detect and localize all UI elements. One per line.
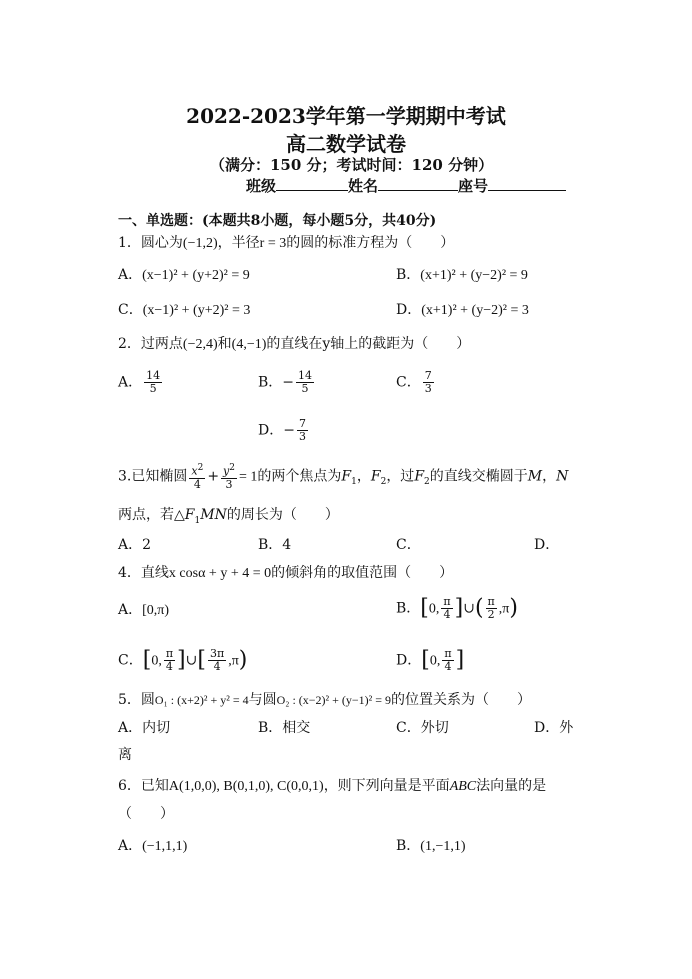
q5-option-b[interactable]: B．相交 [258, 720, 311, 736]
name-label: 姓名 [348, 177, 379, 195]
question-6: 6．已知A(1,0,0), B(0,1,0), C(0,0,1)，则下列向量是平面ABC法向量的是 [118, 778, 547, 794]
section-heading: 一、单选题：(本题共8小题，每小题5分，共40分) [118, 213, 437, 229]
exam-meta: （满分：150 分；考试时间：120 分钟） [210, 156, 494, 174]
exam-title: 2022-2023学年第一学期期中考试 [186, 104, 506, 128]
q3-option-c[interactable]: C． [396, 537, 421, 553]
question-3-line2: 两点，若$\triangle F_1MN$的周长为（ ） [118, 507, 339, 526]
q1-option-d[interactable]: D．(x+1)² + (y−2)² = 3 [396, 302, 529, 318]
student-info-line [246, 175, 566, 196]
question-6-paren: （ ） [118, 806, 174, 822]
q1-option-c[interactable]: C．(x−1)² + (y+2)² = 3 [118, 302, 251, 318]
q2-option-c[interactable]: C． $\frac{7}{3}$ [396, 369, 432, 395]
q3-option-d[interactable]: D． [534, 537, 560, 553]
q2-option-b[interactable]: B．− $\frac{14}{5}$ [258, 369, 313, 395]
class-label: 班级 [246, 177, 277, 195]
q3-option-a[interactable]: A．2 [118, 537, 152, 553]
question-4: 4．直线x cosα + y + 4 = 0的倾斜角的取值范围（ ） [118, 565, 454, 581]
q6-option-b[interactable]: B．(1,−1,1) [396, 838, 466, 854]
q5-option-a[interactable]: A．内切 [118, 720, 171, 736]
q4-option-d[interactable]: D．[0, $\frac{\pi}{4}$ ] [396, 647, 465, 673]
q4-option-a[interactable]: A．[0,π) [118, 602, 170, 618]
seat-blank[interactable] [488, 176, 566, 191]
q6-option-a[interactable]: A．(−1,1,1) [118, 838, 188, 854]
question-5: 5．圆O₁ : (x+2)² + y² = 4与圆O₂ : (x−2)² + (y−1)² = 9的位置关系为（ ） [118, 692, 532, 708]
q1-option-a[interactable]: A．(x−1)² + (y+2)² = 9 [118, 267, 250, 283]
name-blank[interactable] [378, 176, 458, 191]
question-2: 2．过两点(−2,4)和(4,−1)的直线在y轴上的截距为（ ） [118, 336, 471, 352]
q1-option-b[interactable]: B．(x+1)² + (y−2)² = 9 [396, 267, 528, 283]
q4-option-b[interactable]: B．[0, $\frac{\pi}{4}$ ]∪( $\frac{\pi}{2}$ ,π) [396, 595, 518, 621]
question-3: 3.已知椭圆 $\frac{x^2}{4}$ + $\frac{y^2}{3}$ = 1的两个焦点为$F_1$，$F_2$，过$F_2$的直线交椭圆于M，N [118, 463, 569, 491]
q3-option-b[interactable]: B．4 [258, 537, 292, 553]
seat-label: 座号 [458, 177, 489, 195]
q5-option-d[interactable]: D．外 [534, 720, 574, 736]
q2-option-a[interactable]: A． $\frac{14}{5}$ [118, 369, 161, 395]
q5-option-c[interactable]: C．外切 [396, 720, 449, 736]
q2-option-d[interactable]: D．− $\frac{7}{3}$ [258, 417, 306, 443]
q4-option-c[interactable]: C．[0, $\frac{\pi}{4}$ ]∪[ $\frac{3\pi}{4}$ ,π) [118, 647, 248, 673]
class-blank[interactable] [276, 176, 348, 191]
question-1: 1．圆心为(−1,2)，半径r = 3的圆的标准方程为（ ） [118, 235, 455, 251]
q5-option-d-wrap: 离 [118, 747, 132, 763]
exam-subtitle: 高二数学试卷 [286, 132, 406, 156]
